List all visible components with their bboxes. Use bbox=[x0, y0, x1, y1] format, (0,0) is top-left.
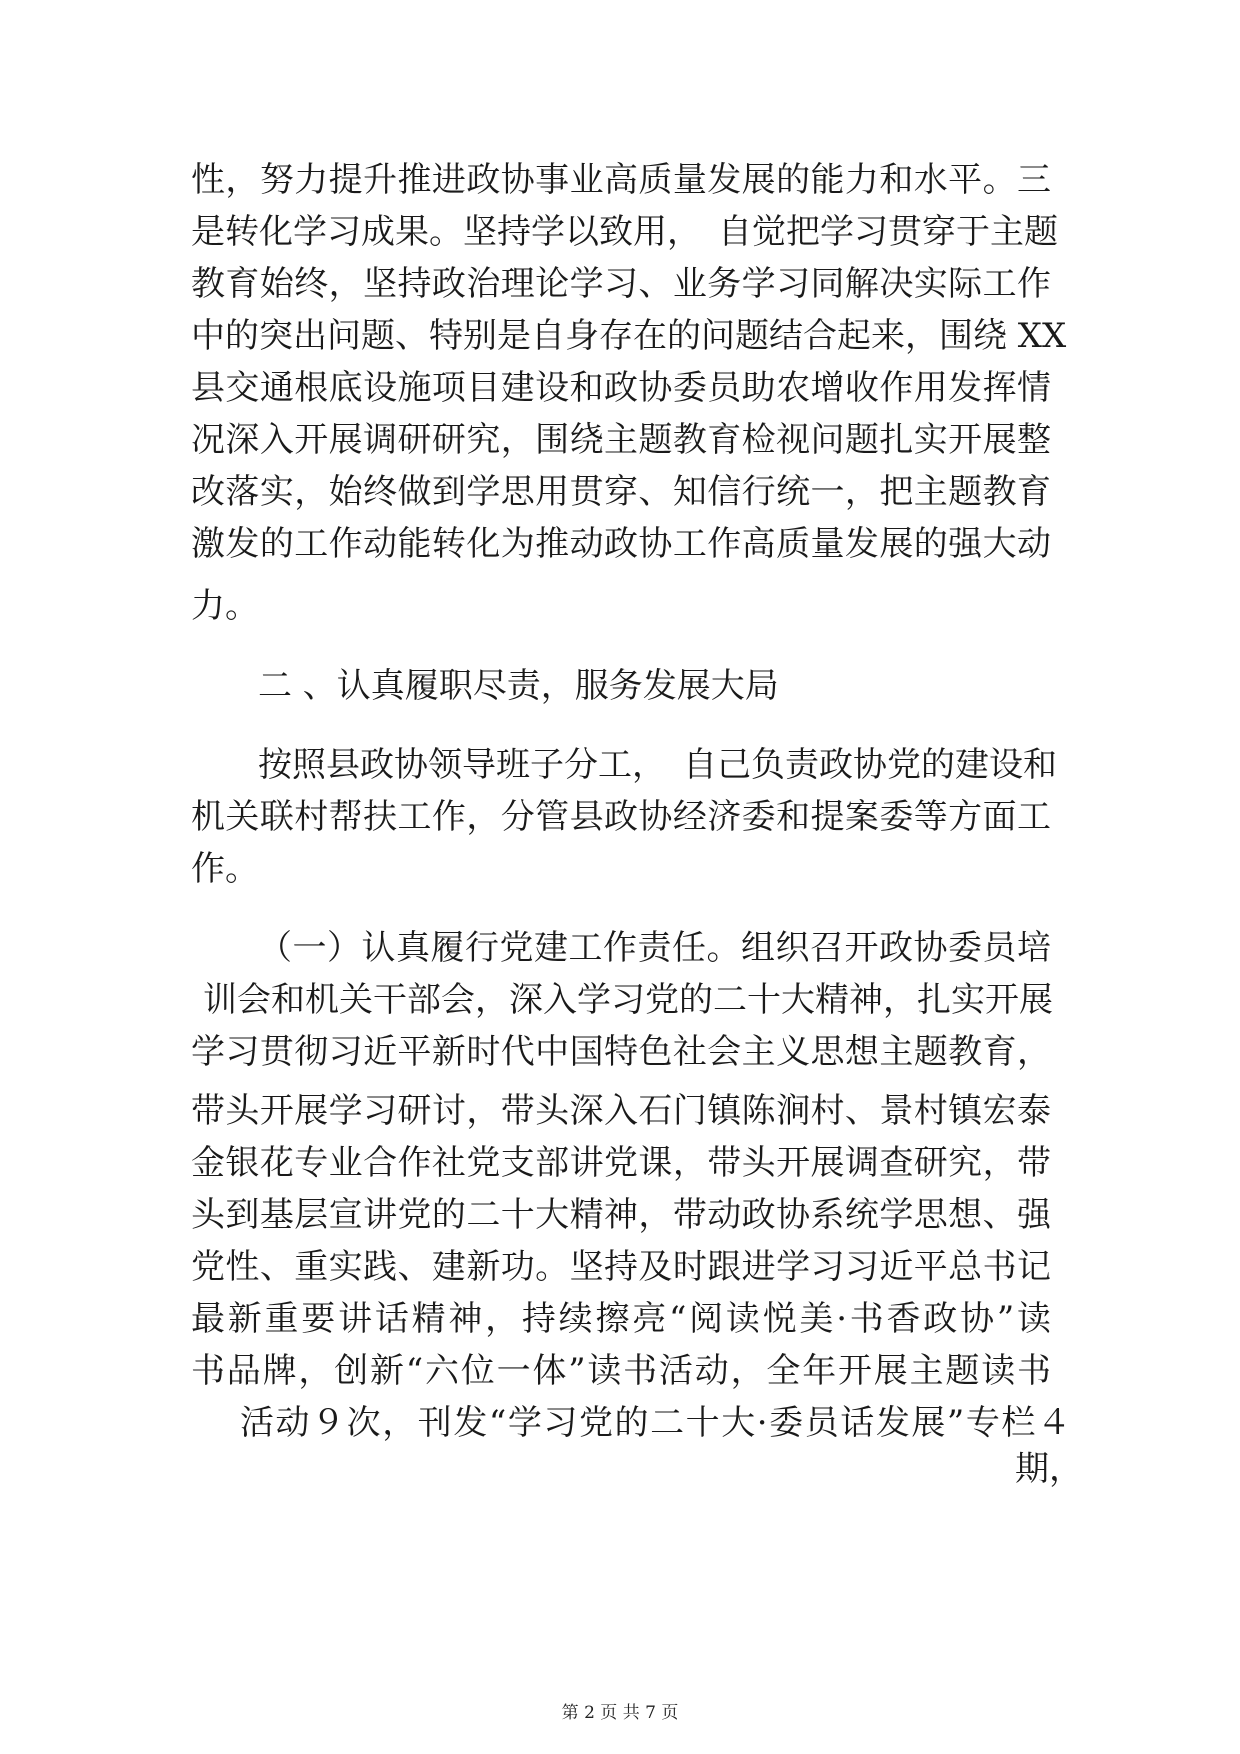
body-text-line: 力。 bbox=[191, 586, 259, 626]
body-text-line: 是转化学习成果。坚持学以致用， 自觉把学习贯穿于主题 bbox=[191, 212, 1058, 252]
body-text-line: 激发的工作动能转化为推动政协工作高质量发展的强大动 bbox=[191, 524, 1051, 564]
section-heading: 二 、认真履职尽责，服务发展大局 bbox=[258, 666, 779, 706]
body-text-line: 改落实，始终做到学思用贯穿、知信行统一，把主题教育 bbox=[191, 472, 1051, 512]
body-text-line: 金银花专业合作社党支部讲党课，带头开展调查研究，带 bbox=[191, 1143, 1051, 1183]
body-text-line: 性，努力提升推进政协事业高质量发展的能力和水平。三 bbox=[191, 160, 1051, 200]
body-text-line: 头到基层宣讲党的二十大精神，带动政协系统学思想、强 bbox=[191, 1195, 1051, 1235]
body-text-line: 训会和机关干部会，深入学习党的二十大精神，扎实开展 bbox=[203, 980, 1053, 1020]
body-text-line: 书品牌，创新“六位一体”读书活动，全年开展主题读书 bbox=[191, 1351, 1051, 1391]
body-text-line: 活动９次，刊发“学习党的二十大·委员话发展”专栏４ bbox=[240, 1403, 1071, 1443]
body-text-line: 机关联村帮扶工作，分管县政协经济委和提案委等方面工 bbox=[191, 797, 1051, 837]
body-text-line: 县交通根底设施项目建设和政协委员助农增收作用发挥情 bbox=[191, 368, 1051, 408]
page-footer: 第 2 页 共 7 页 bbox=[561, 1703, 679, 1723]
body-text-line: 期， bbox=[1015, 1449, 1083, 1489]
body-text-line: 最新重要讲话精神，持续擦亮“阅读悦美·书香政协”读 bbox=[191, 1299, 1051, 1339]
body-text-line: 中的突出问题、特别是自身存在的问题结合起来，围绕 XX bbox=[191, 316, 1067, 356]
subsection-heading: （一）认真履行党建工作责任。组织召开政协委员培 bbox=[258, 928, 1051, 968]
body-text-line: 按照县政协领导班子分工， 自己负责政协党的建设和 bbox=[258, 745, 1057, 785]
body-text-line: 况深入开展调研研究，围绕主题教育检视问题扎实开展整 bbox=[191, 420, 1051, 460]
body-text-line: 作。 bbox=[191, 849, 259, 889]
body-text-line: 教育始终，坚持政治理论学习、业务学习同解决实际工作 bbox=[191, 264, 1051, 304]
body-text-line: 学习贯彻习近平新时代中国特色社会主义思想主题教育， bbox=[191, 1032, 1051, 1072]
body-text-line: 党性、重实践、建新功。坚持及时跟进学习习近平总书记 bbox=[191, 1247, 1051, 1287]
body-text-line: 带头开展学习研讨，带头深入石门镇陈涧村、景村镇宏泰 bbox=[191, 1091, 1051, 1131]
